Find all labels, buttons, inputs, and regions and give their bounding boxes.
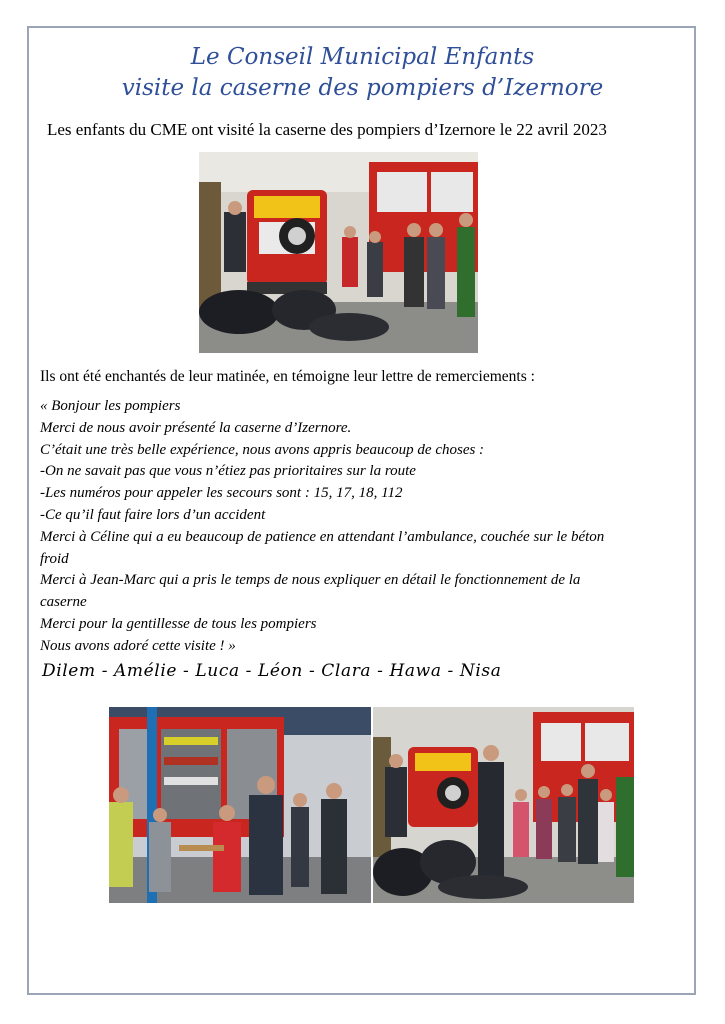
page-title bbox=[0, 42, 725, 104]
letter-line: Merci pour la gentillesse de tous les pompiers bbox=[40, 615, 317, 632]
letter-line: -On ne savait pas que vous n’étiez pas prioritaires sur la route bbox=[40, 463, 416, 480]
letter-line: -Les numéros pour appeler les secours sont : 15, 17, 18, 112 bbox=[40, 485, 403, 502]
photo-fire-station-vehicle-back bbox=[199, 152, 478, 353]
photo-rescue-demonstration bbox=[373, 707, 634, 903]
children-signature: Dilem - Amélie - Luca - Léon - Clara - Hawa - Nisa bbox=[42, 661, 502, 681]
letter-line: « Bonjour les pompiers bbox=[40, 398, 181, 414]
letter-line: froid bbox=[40, 550, 69, 567]
letter-line: Merci de nous avoir présenté la caserne d’Izernore. bbox=[40, 419, 352, 436]
letter-line: C’était une très belle expérience, nous avons appris beaucoup de choses : bbox=[40, 441, 485, 458]
intro-text: Les enfants du CME ont visité la caserne des pompiers d’Izernore le 22 avril 2023 bbox=[47, 120, 607, 139]
title-line-2: visite la caserne des pompiers d’Izernore bbox=[121, 75, 604, 101]
photo-fire-truck-equipment bbox=[109, 707, 371, 903]
thank-you-letter bbox=[40, 396, 680, 658]
letter-line: Merci à Jean-Marc qui a pris le temps de nous expliquer en détail le fonctionnement de la bbox=[40, 572, 581, 589]
letter-line: -Ce qu’il faut faire lors d’un accident bbox=[40, 506, 266, 523]
letter-line: Nous avons adoré cette visite ! » bbox=[40, 637, 236, 654]
lead-text: Ils ont été enchantés de leur matinée, en témoigne leur lettre de remerciements : bbox=[40, 368, 535, 385]
title-line-1: Le Conseil Municipal Enfants bbox=[190, 44, 535, 70]
letter-line: caserne bbox=[40, 594, 87, 611]
letter-line: Merci à Céline qui a eu beaucoup de patience en attendant l’ambulance, couchée sur le béton bbox=[40, 528, 605, 545]
